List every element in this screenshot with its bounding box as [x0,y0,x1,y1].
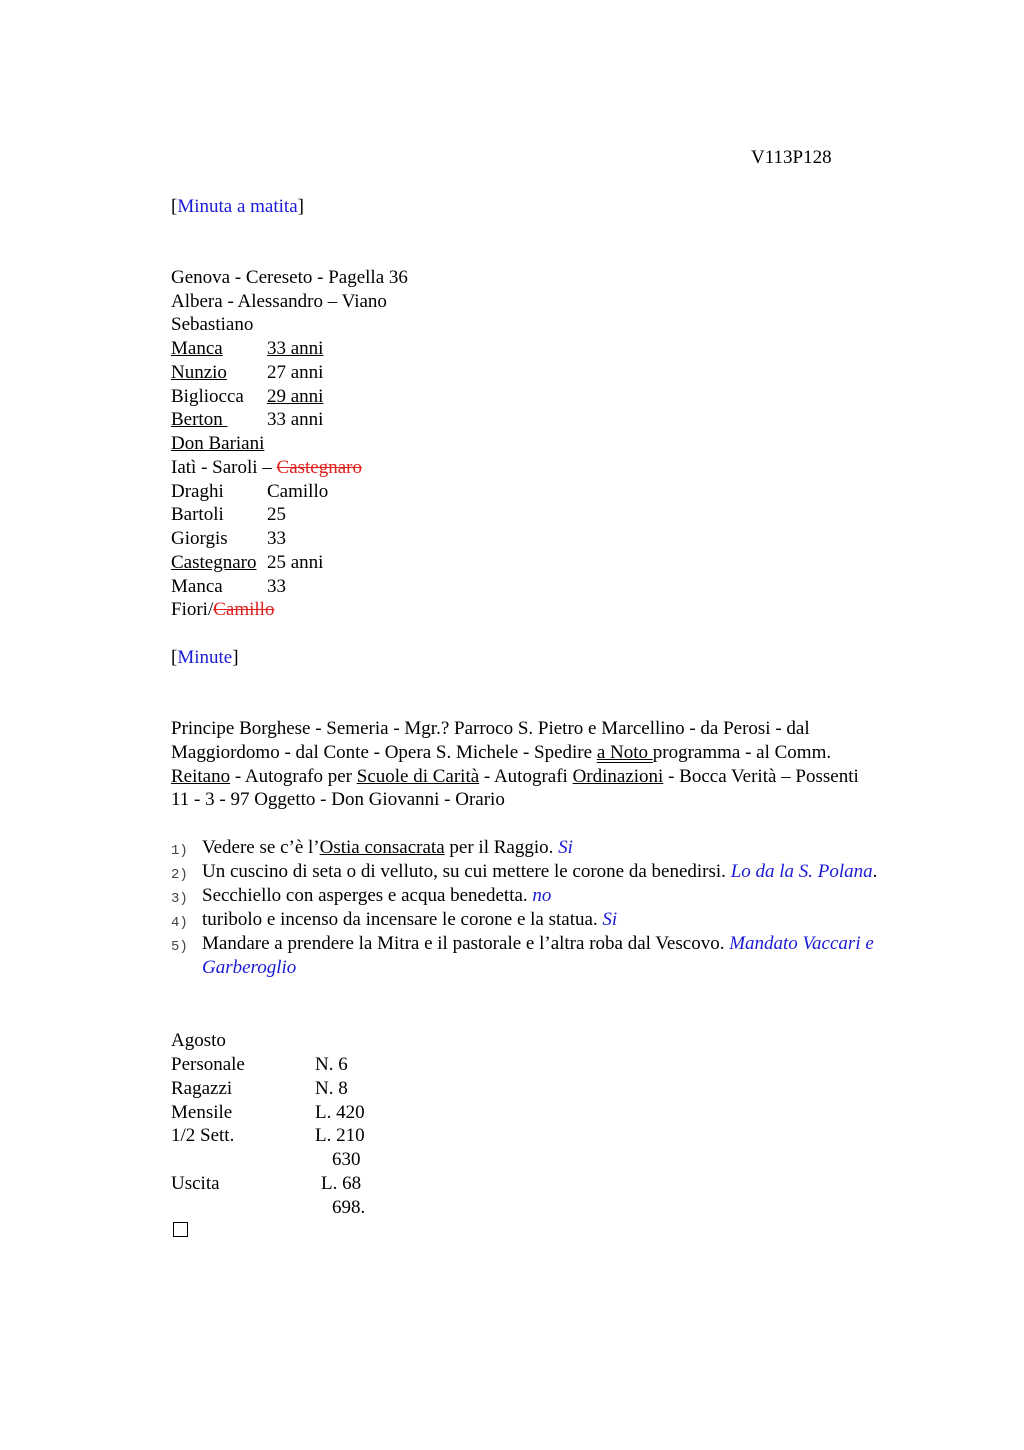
account-value: N. 6 [315,1054,348,1075]
account-label: 1/2 Sett. [171,1125,235,1146]
margin-note: Lo da la S. Polana [730,861,873,882]
account-label: Uscita [171,1173,220,1194]
name: Bigliocca [171,386,244,407]
text-line: Sebastiano [171,314,254,335]
struck-text: Castegnaro [276,457,363,478]
text: - Autografi [479,766,573,787]
age: 27 anni [267,362,324,383]
editorial-note-drafts: [Minute] [171,647,239,668]
account-value: N. 8 [315,1078,348,1099]
list-item [171,836,931,860]
editorial-note-pencil-draft: [Minuta a matita] [171,196,304,217]
account-row [171,1053,471,1077]
name: Manca [171,576,223,597]
text-line: Albera - Alessandro – Viano [171,291,387,312]
underlined-text: a Noto [596,742,653,763]
name: Fiori/ [171,599,214,620]
item-text: Un cuscino di seta o di velluto, su cui mettere le corone da benedirsi. [202,861,731,882]
account-label: Ragazzi [171,1078,233,1099]
account-value: 698. [332,1197,366,1218]
account-row [171,1101,471,1125]
margin-note: Si [558,837,573,858]
item-text: Mandare a prendere la Mitra e il pastorale e l’altra roba dal Vescovo. [202,933,730,954]
list-number: 2) [171,867,188,883]
numbered-list [171,836,931,980]
name: Don Bariani [171,433,265,454]
margin-note: Mandato Vaccari e Garberoglio [202,933,874,978]
names: Iatì - Saroli – [171,457,277,478]
value: 33 [267,576,286,597]
account-subtotal [171,1148,471,1172]
name-row [171,575,286,599]
age: 33 anni [267,338,324,359]
name: Draghi [171,481,224,502]
paragraph-line [171,765,859,789]
text-line: Genova - Cereseto - Pagella 36 [171,267,408,288]
text-line [171,456,362,480]
account-label: Personale [171,1054,245,1075]
list-item [171,908,931,932]
value: 25 anni [267,552,324,573]
name: Castegnaro [171,552,257,573]
text-line [171,432,264,456]
account-row [171,1077,471,1101]
item-text: turibolo e incenso da incensare le corone e la statua. [202,909,603,930]
account-value: L. 210 [315,1125,365,1146]
editorial-note-label: Minuta a matita [177,196,298,217]
text: - Autografo per [230,766,357,787]
item-text: . [872,861,878,882]
name-row [171,503,286,527]
name-row [171,527,286,551]
account-value: 630 [332,1149,361,1170]
name-row [171,480,329,504]
underlined-text: Reitano [171,766,231,787]
name-row [171,361,324,385]
document-reference: V113P128 [751,147,832,168]
item-text: per il Raggio. [444,837,559,858]
paragraph-line: Principe Borghese - Semeria - Mgr.? Parroco S. Pietro e Marcellino - da Perosi - dal [171,718,810,739]
account-total [171,1196,471,1220]
value: 33 [267,528,286,549]
list-item [171,932,931,980]
account-row [171,1124,471,1148]
name: Giorgis [171,528,228,549]
name: Bartoli [171,504,224,525]
list-number: 5) [171,939,188,955]
underlined-text: Scuole di Carità [356,766,480,787]
text-line [171,598,274,622]
value: 25 [267,504,286,525]
age: 33 anni [267,409,324,430]
account-label: Mensile [171,1102,233,1123]
list-item [171,860,931,884]
list-number: 4) [171,915,188,931]
paragraph-line [171,741,831,765]
text: - Bocca Verità – Possenti [663,766,859,787]
account-row [171,1172,471,1196]
name-row [171,551,324,575]
underlined-text: Ordinazioni [572,766,664,787]
age: 29 anni [267,386,324,407]
paragraph-line: 11 - 3 - 97 Oggetto - Don Giovanni - Orario [171,789,505,810]
list-number: 1) [171,843,188,859]
account-value: L. 68 [321,1173,362,1194]
name: Nunzio [171,362,227,383]
margin-note: Si [602,909,618,930]
name-row [171,385,324,409]
struck-text: Camillo [213,599,275,620]
text: programma - al Comm. [652,742,832,763]
accounts-month: Agosto [171,1030,226,1051]
margin-note: no [532,885,552,906]
account-value: L. 420 [315,1102,365,1123]
name: Berton [171,409,223,430]
item-text: Vedere se c’è l’ [202,837,320,858]
checkbox-glyph-icon [173,1222,188,1237]
name-row [171,408,329,432]
list-number: 3) [171,891,188,907]
value: Camillo [267,481,329,502]
text: Maggiordomo - dal Conte - Opera S. Michele - Spedire [171,742,597,763]
list-item [171,884,931,908]
name-row [171,337,324,361]
editorial-note-label: Minute [177,647,233,668]
item-text: Secchiello con asperges e acqua benedetta. [202,885,533,906]
name: Manca [171,338,223,359]
underlined-text: Ostia consacrata [319,837,445,858]
